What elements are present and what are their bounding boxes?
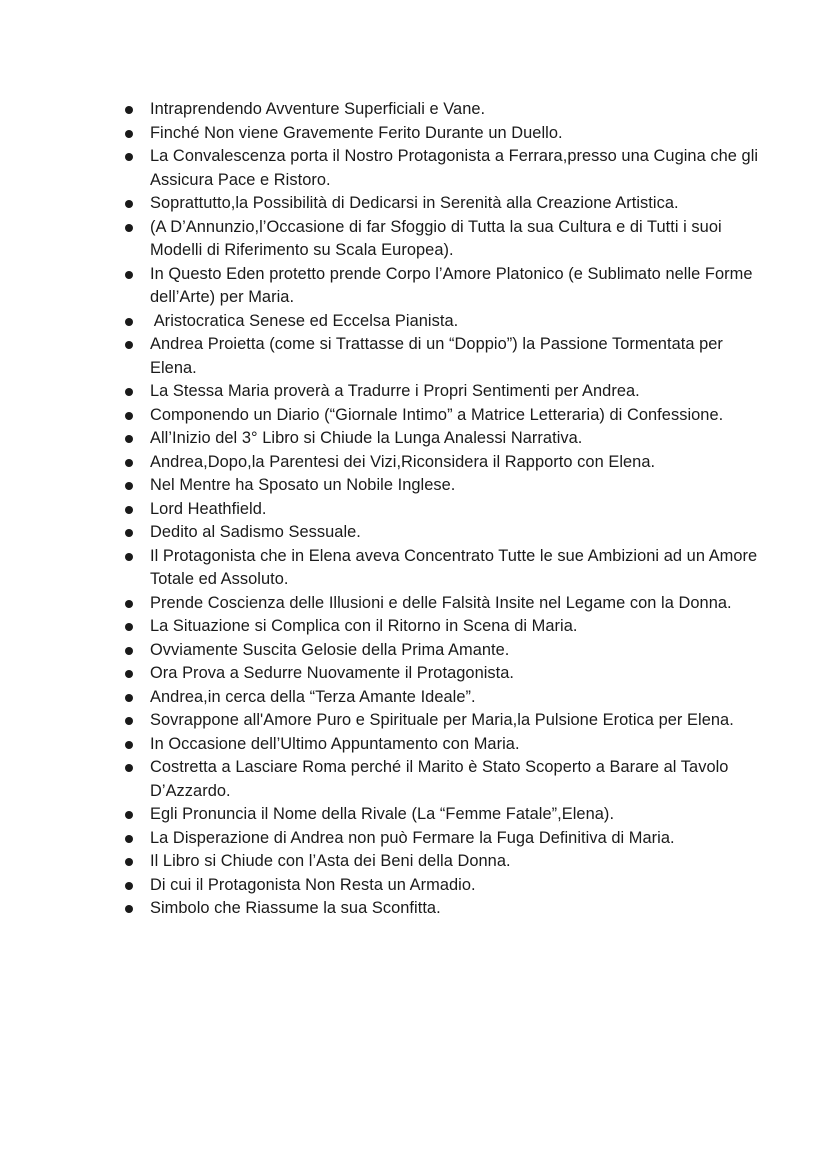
bullet-icon <box>125 882 133 890</box>
list-item-text: Costretta a Lasciare Roma perché il Marito è Stato Scoperto a Barare al Tavolo D’Azzardo. <box>150 758 729 800</box>
list-item-text: Componendo un Diario (“Giornale Intimo” a Matrice Letteraria) di Confessione. <box>150 405 724 424</box>
bullet-icon <box>125 459 133 467</box>
bullet-icon <box>125 482 133 490</box>
list-item-text: All’Inizio del 3° Libro si Chiude la Lunga Analessi Narrativa. <box>150 429 583 447</box>
list-item <box>0 827 828 851</box>
bullet-icon <box>125 271 133 279</box>
bullet-icon <box>125 623 133 631</box>
list-item <box>0 333 828 380</box>
bullet-icon <box>125 717 133 725</box>
list-item <box>0 521 828 545</box>
bullet-icon <box>125 858 133 866</box>
list-item-text: Nel Mentre ha Sposato un Nobile Inglese. <box>150 476 456 494</box>
list-item-text: Dedito al Sadismo Sessuale. <box>150 523 361 541</box>
bullet-icon <box>125 200 133 208</box>
list-item <box>0 733 828 757</box>
list-item <box>0 897 828 921</box>
list-item <box>0 122 828 146</box>
list-item <box>0 310 828 334</box>
bullet-icon <box>125 600 133 608</box>
list-item <box>0 404 828 428</box>
bullet-icon <box>125 741 133 749</box>
list-item-text: Simbolo che Riassume la sua Sconfitta. <box>150 899 441 917</box>
bullet-icon <box>125 647 133 655</box>
list-item <box>0 263 828 310</box>
list-item-text: Il Protagonista che in Elena aveva Concentrato Tutte le sue Ambizioni ad un Amore Totale ed Assoluto. <box>150 546 758 588</box>
list-item-text: (A D’Annunzio,l’Occasione di far Sfoggio di Tutta la sua Cultura e di Tutti i suoi Modelli di Riferimento su Scala Europea). <box>150 217 722 259</box>
list-item <box>0 803 828 827</box>
list-item-text: Il Libro si Chiude con l’Asta dei Beni della Donna. <box>150 852 511 870</box>
list-item-text: In Occasione dell’Ultimo Appuntamento con Maria. <box>150 734 520 753</box>
list-item-text: La Situazione si Complica con il Ritorno in Scena di Maria. <box>150 617 578 635</box>
list-item-text: Di cui il Protagonista Non Resta un Armadio. <box>150 875 476 894</box>
list-item-text: La Stessa Maria proverà a Tradurre i Propri Sentimenti per Andrea. <box>150 382 640 400</box>
list-item <box>0 216 828 263</box>
list-item <box>0 145 828 192</box>
list-item-text: Prende Coscienza delle Illusioni e delle Falsità Insite nel Legame con la Donna. <box>150 593 732 612</box>
list-item <box>0 451 828 475</box>
list-item-text: La Disperazione di Andrea non può Fermare la Fuga Definitiva di Maria. <box>150 828 675 847</box>
bullet-icon <box>125 553 133 561</box>
bullet-icon <box>125 529 133 537</box>
bullet-icon <box>125 905 133 913</box>
bullet-icon <box>125 224 133 232</box>
list-item <box>0 474 828 498</box>
list-item <box>0 850 828 874</box>
list-item-text: Finché Non viene Gravemente Ferito Durante un Duello. <box>150 123 563 142</box>
bullet-icon <box>125 412 133 420</box>
list-item-text: Soprattutto,la Possibilità di Dedicarsi in Serenità alla Creazione Artistica. <box>150 194 679 212</box>
list-item <box>0 756 828 803</box>
bullet-icon <box>125 811 133 819</box>
bullet-icon <box>125 341 133 349</box>
list-item <box>0 686 828 710</box>
bullet-icon <box>125 835 133 843</box>
list-item-text: Andrea,in cerca della “Terza Amante Ideale”. <box>150 687 476 706</box>
list-item-text: Ora Prova a Sedurre Nuovamente il Protagonista. <box>150 664 515 682</box>
list-item <box>0 545 828 592</box>
list-item <box>0 874 828 898</box>
bullet-icon <box>125 388 133 396</box>
list-item <box>0 427 828 451</box>
bullet-icon <box>125 318 133 326</box>
list-item-text: Aristocratica Senese ed Eccelsa Pianista. <box>150 311 459 330</box>
list-item <box>0 662 828 686</box>
bullet-icon <box>125 506 133 514</box>
bullet-icon <box>125 435 133 443</box>
list-item <box>0 192 828 216</box>
list-item <box>0 98 828 122</box>
list-item-text: Ovviamente Suscita Gelosie della Prima Amante. <box>150 640 510 659</box>
list-item <box>0 639 828 663</box>
list-item <box>0 380 828 404</box>
list-item-text: In Questo Eden protetto prende Corpo l’Amore Platonico (e Sublimato nelle Forme dell’Arte) per Maria. <box>150 264 753 306</box>
list-item <box>0 615 828 639</box>
bullet-icon <box>125 106 133 114</box>
list-item-text: Lord Heathfield. <box>150 499 267 518</box>
bullet-icon <box>125 694 133 702</box>
list-item-text: La Convalescenza porta il Nostro Protagonista a Ferrara,presso una Cugina che gli Assicura Pace e Ristoro. <box>150 147 759 189</box>
bullet-icon <box>125 764 133 772</box>
list-item-text: Andrea Proietta (come si Trattasse di un “Doppio”) la Passione Tormentata per Elena. <box>150 335 723 377</box>
list-item-text: Intraprendendo Avventure Superficiali e Vane. <box>150 100 486 118</box>
bullet-icon <box>125 670 133 678</box>
list-item-text: Egli Pronuncia il Nome della Rivale (La “Femme Fatale”,Elena). <box>150 805 615 823</box>
list-item-text: Sovrappone all'Amore Puro e Spirituale per Maria,la Pulsione Erotica per Elena. <box>150 711 734 729</box>
list-item <box>0 498 828 522</box>
bullet-icon <box>125 153 133 161</box>
list-item <box>0 709 828 733</box>
bullet-list <box>0 98 828 921</box>
list-item-text: Andrea,Dopo,la Parentesi dei Vizi,Riconsidera il Rapporto con Elena. <box>150 452 656 471</box>
bullet-icon <box>125 130 133 138</box>
list-item <box>0 592 828 616</box>
